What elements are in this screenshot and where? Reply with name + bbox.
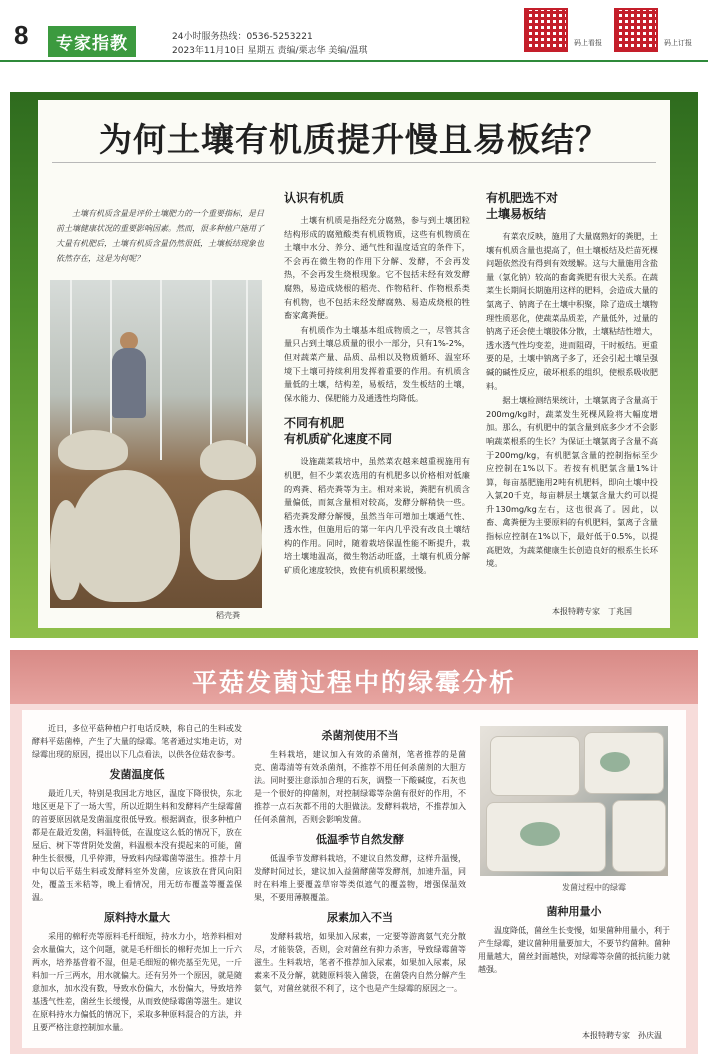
article1-column-right xyxy=(486,188,658,572)
article2-banner xyxy=(10,650,698,704)
sack xyxy=(70,470,180,602)
greenhouse-frame xyxy=(160,280,162,460)
s4-heading: 低温季节自然发酵 xyxy=(316,833,404,846)
qr-code-icon xyxy=(524,8,568,52)
farmer xyxy=(112,348,146,418)
sack xyxy=(50,500,82,600)
qr2-caption: 码上订报 xyxy=(664,39,692,47)
s4-paragraph: 低温季节发酵料栽培，不建议自然发酵，这样升温慢，发酵时间过长，建议加入益菌酵菌等发酵剂，加速升温，同时在料堆上要覆盖草帘等类似遮气的覆盖物，增强保温效果，不要用薄膜覆盖。 xyxy=(254,854,466,902)
s3-heading: 杀菌剂使用不当 xyxy=(321,729,399,742)
s3-paragraph: 生料栽培，建议加入有效的杀菌剂，笔者推荐的是菌克、菌毒清等有效杀菌剂，不推荐不用任何杀菌剂的大胆方法。同时要注意添加合理的石灰，调整一下酸碱度，石灰也是一个很好的抑菌剂，对控制绿霉等杂菌有很好的作用，不推荐一点石灰都不用的大胆做法。发酵料栽培，不推荐加入任何杀菌剂，否则会影响发菌。 xyxy=(254,750,466,824)
s1-paragraph: 最近几天，特别是我国北方地区，温度下降很快，东北地区更是下了一场大雪，所以近期生料和发酵料产生绿霉菌的首要原因就是发菌温度很低导致。根据调查，很多种植户都是在最近发菌，料温特低，在温度这么低的情况下，放在屋后、树下等背阴处发菌，料温根本没有提起来的可能，菌种生长很慢，几乎停滞，导致料内绿霉菌等滋生。推荐十月中旬以后平菇生料或发酵料室外发菌，应该放在背风向阳处，覆盖玉米秸等，晚上看情况，用无纺布覆盖等覆盖保温。 xyxy=(32,789,242,902)
section3-paragraph: 据土壤检测结果统计，土壤氯离子含量高于200mg/kg时，蔬菜发生死棵风险将大幅度增加。那么，有机肥中的氯含量到底多少才不会影响蔬菜根系的生长？为保证土壤氯离子含量不高于200mg/kg，有机肥氯含量的控制指标至少应控制在1%以下。若按有机肥氯含量1%计算，每亩基肥施用2吨有机肥料，即向土壤中投入氯20千克，每亩耕层土壤氯含量大约可以提升130mg/kg左右，这也很高了。因此，以畜、禽粪便为主要原料的有机肥料，氯离子含量指标应控制在1%以下，最好低于0.5%，以提高肥效，为蔬菜健康生长创造良好的根系生长环境。 xyxy=(486,395,658,569)
section2-heading: 不同有机肥 有机质矿化速度不同 xyxy=(284,416,393,447)
rice-husk-manure-photo xyxy=(50,280,262,608)
divider xyxy=(52,162,656,163)
section1-heading: 认识有机质 xyxy=(284,191,345,205)
sack xyxy=(58,430,128,470)
s5-paragraph: 发酵料栽培，如果加入尿素，一定要等游离氨气充分散尽，才能装袋，否则，会对菌丝有抑力杀害，导致绿霉菌等滋生。生料栽培，笔者不推荐加入尿素，如果加入尿素，尿素来不及分解，就随原料装入菌袋，在菌袋内自然分解产生氨气，对菌丝就很不利了，这个也是产生绿霉的原因之一。 xyxy=(254,932,466,993)
s2-paragraph: 采用的棉籽壳等原料毛杆细短，持水力小，培养料相对会水量偏大，这个问题，就是毛杆细长的棉籽壳加上一斤六两水，培养基营着不湿，但是毛细短的棉壳基至先见，一斤料加一斤三两水，用水就偏大。还有另外一个原因，就是随意加水，加水没有数，导致水份偏大，水份偏大，导致培养基透气性差，菌丝生长缓慢，从而致使绿霉菌等滋生。建议在原料持水力偏低的情况下，采取多种原料混合的方法，并且要严格注意控制加水量。 xyxy=(32,932,242,1032)
article1 xyxy=(38,100,670,628)
masthead xyxy=(0,0,708,62)
section1-paragraph: 土壤有机质是指经充分腐熟，参与到土壤团粒结构形成的腐殖酸类有机质物质，这些有机物质在土壤中水分、养分、通气性和温度适宜的条件下，不会再在微生物的作用下分解、发酵，不会再发热，不会再发生烧根现象。它不包括未经有效发酵腐熟，易造成烧根的稻壳、作物秸秆、作物根系类有机物，也不包括未经发酵腐熟、易造成烧根的牲畜家禽粪便。 xyxy=(284,215,470,321)
mushroom-bag xyxy=(612,800,666,872)
s5-heading: 尿素加入不当 xyxy=(327,911,393,924)
photo1-caption: 稻壳粪 xyxy=(216,611,240,620)
article2-column-right xyxy=(478,898,670,976)
green-mold-photo xyxy=(480,726,668,876)
sack xyxy=(200,440,256,480)
hotline: 24小时服务热线：0536-5253221 xyxy=(172,32,313,42)
page-number: 8 xyxy=(14,20,29,50)
article2-column-middle xyxy=(254,722,466,995)
s2-heading: 原料持水量大 xyxy=(104,911,170,924)
article2-frame xyxy=(10,704,698,1054)
qr1-caption: 码上看报 xyxy=(574,39,602,47)
s1-heading: 发菌温度低 xyxy=(109,768,165,781)
article1-column-middle xyxy=(284,188,470,579)
article2-title: 平菇发菌过程中的绿霉分析 xyxy=(191,668,516,697)
article1-byline: 本报特聘专家 丁兆国 xyxy=(552,607,632,616)
mold-spot xyxy=(520,822,560,846)
qr-code-icon xyxy=(614,8,658,52)
article2-byline: 本报特聘专家 孙庆温 xyxy=(582,1031,662,1040)
s6-heading: 菌种用量小 xyxy=(546,905,602,918)
s6-paragraph: 温度降低，菌丝生长变慢，如果菌种用量小，利于产生绿霉，建议菌种用量要加大，不要节约菌种。菌种用量越大，菌丝封面越快，对绿霉等杂菌的抵抗能力就越强。 xyxy=(478,926,670,974)
greenhouse-frame xyxy=(246,280,248,460)
date-line: 2023年11月10日 星期五 责编/栗志华 美编/温琪 xyxy=(172,46,368,56)
column-name: 专家指教 xyxy=(48,26,136,57)
photo2-caption: 发菌过程中的绿霉 xyxy=(562,883,626,892)
article1-lead: 土壤有机质含量是评价土壤肥力的一个重要指标，是目前土壤健康状况的重要影响因素。然而，很多种植户施用了大量有机肥后，土壤有机质含量仍然很低，土壤板结现象也依然存在，这是为何呢？ xyxy=(56,209,264,263)
article2 xyxy=(22,710,686,1048)
section2-paragraph: 设施蔬菜栽培中，虽然菜农越来越重视施用有机肥，但不少菜农选用的有机肥多以价格相对低廉的鸡粪、稻壳粪等为主。相对来说，粪肥有机质含量偏低，而氮含量相对较高，发酵分解稍快一些。稻壳粪发酵分解慢，虽然当年可增加土壤通气性、透水性，但施用后的第一年内几乎没有改良土壤结构的作用。同时，随着栽培保温性能不断提升，栽培土壤地温高，微生物活动旺盛，土壤有机质分解矿质化速度较快，致使有机质积累缓慢。 xyxy=(284,456,470,576)
article1-title: 为何土壤有机质提升慢且易板结？ xyxy=(99,120,609,159)
section3-heading: 有机肥选不对 土壤易板结 xyxy=(486,191,559,221)
intro-paragraph: 近日，多位平菇种植户打电话反映，称自己的生料或发酵料平菇菌棒，产生了大量的绿霉。笔者通过实地走访，对绿霉出现的原因，提出以下几点看法，以供各位菇农参考。 xyxy=(32,724,242,759)
article1-frame xyxy=(10,92,698,638)
mushroom-bag xyxy=(490,736,580,796)
section3-paragraph: 有菜农反映，施用了大量腐熟好的粪肥，土壤有机质含量也提高了，但土壤板结及烂苗死棵问题依然没有得到有效缓解。这与大量施用含盐量（氯化钠）较高的畜禽粪肥有很大关系。在蔬菜生长期间长期施用这样的肥料，会造成大量的氯离子、钠离子在土壤中积聚，除了造成土壤物理性质恶化，使蔬菜品质差，产量低外，过量的钠离子还会使土壤胶体分散，土壤粘结性增大，透水透气性均变差，进而阻碍，干时板结。更重要的是，土壤中钠离子多了，还会引起土壤呈强碱的碱性反应，破坏根系的组织，使根系吸收肥料。 xyxy=(486,231,658,391)
sack xyxy=(190,490,262,580)
section1-paragraph: 有机质作为土壤基本组成物质之一，尽管其含量只占到土壤总质量的很小一部分，只有1%-2%，但对蔬菜产量、品质、品相以及物质循环、温室环境下土壤可持续利用发挥着重要的作用。有机质含量低的土壤，结构差，易板结，发生板结的土壤，保水能力、保肥能力及通透性均降低。 xyxy=(284,324,470,403)
mold-spot xyxy=(600,752,630,772)
masthead-info xyxy=(172,30,367,58)
article2-column-left xyxy=(32,722,242,1034)
greenhouse-frame xyxy=(210,280,212,460)
